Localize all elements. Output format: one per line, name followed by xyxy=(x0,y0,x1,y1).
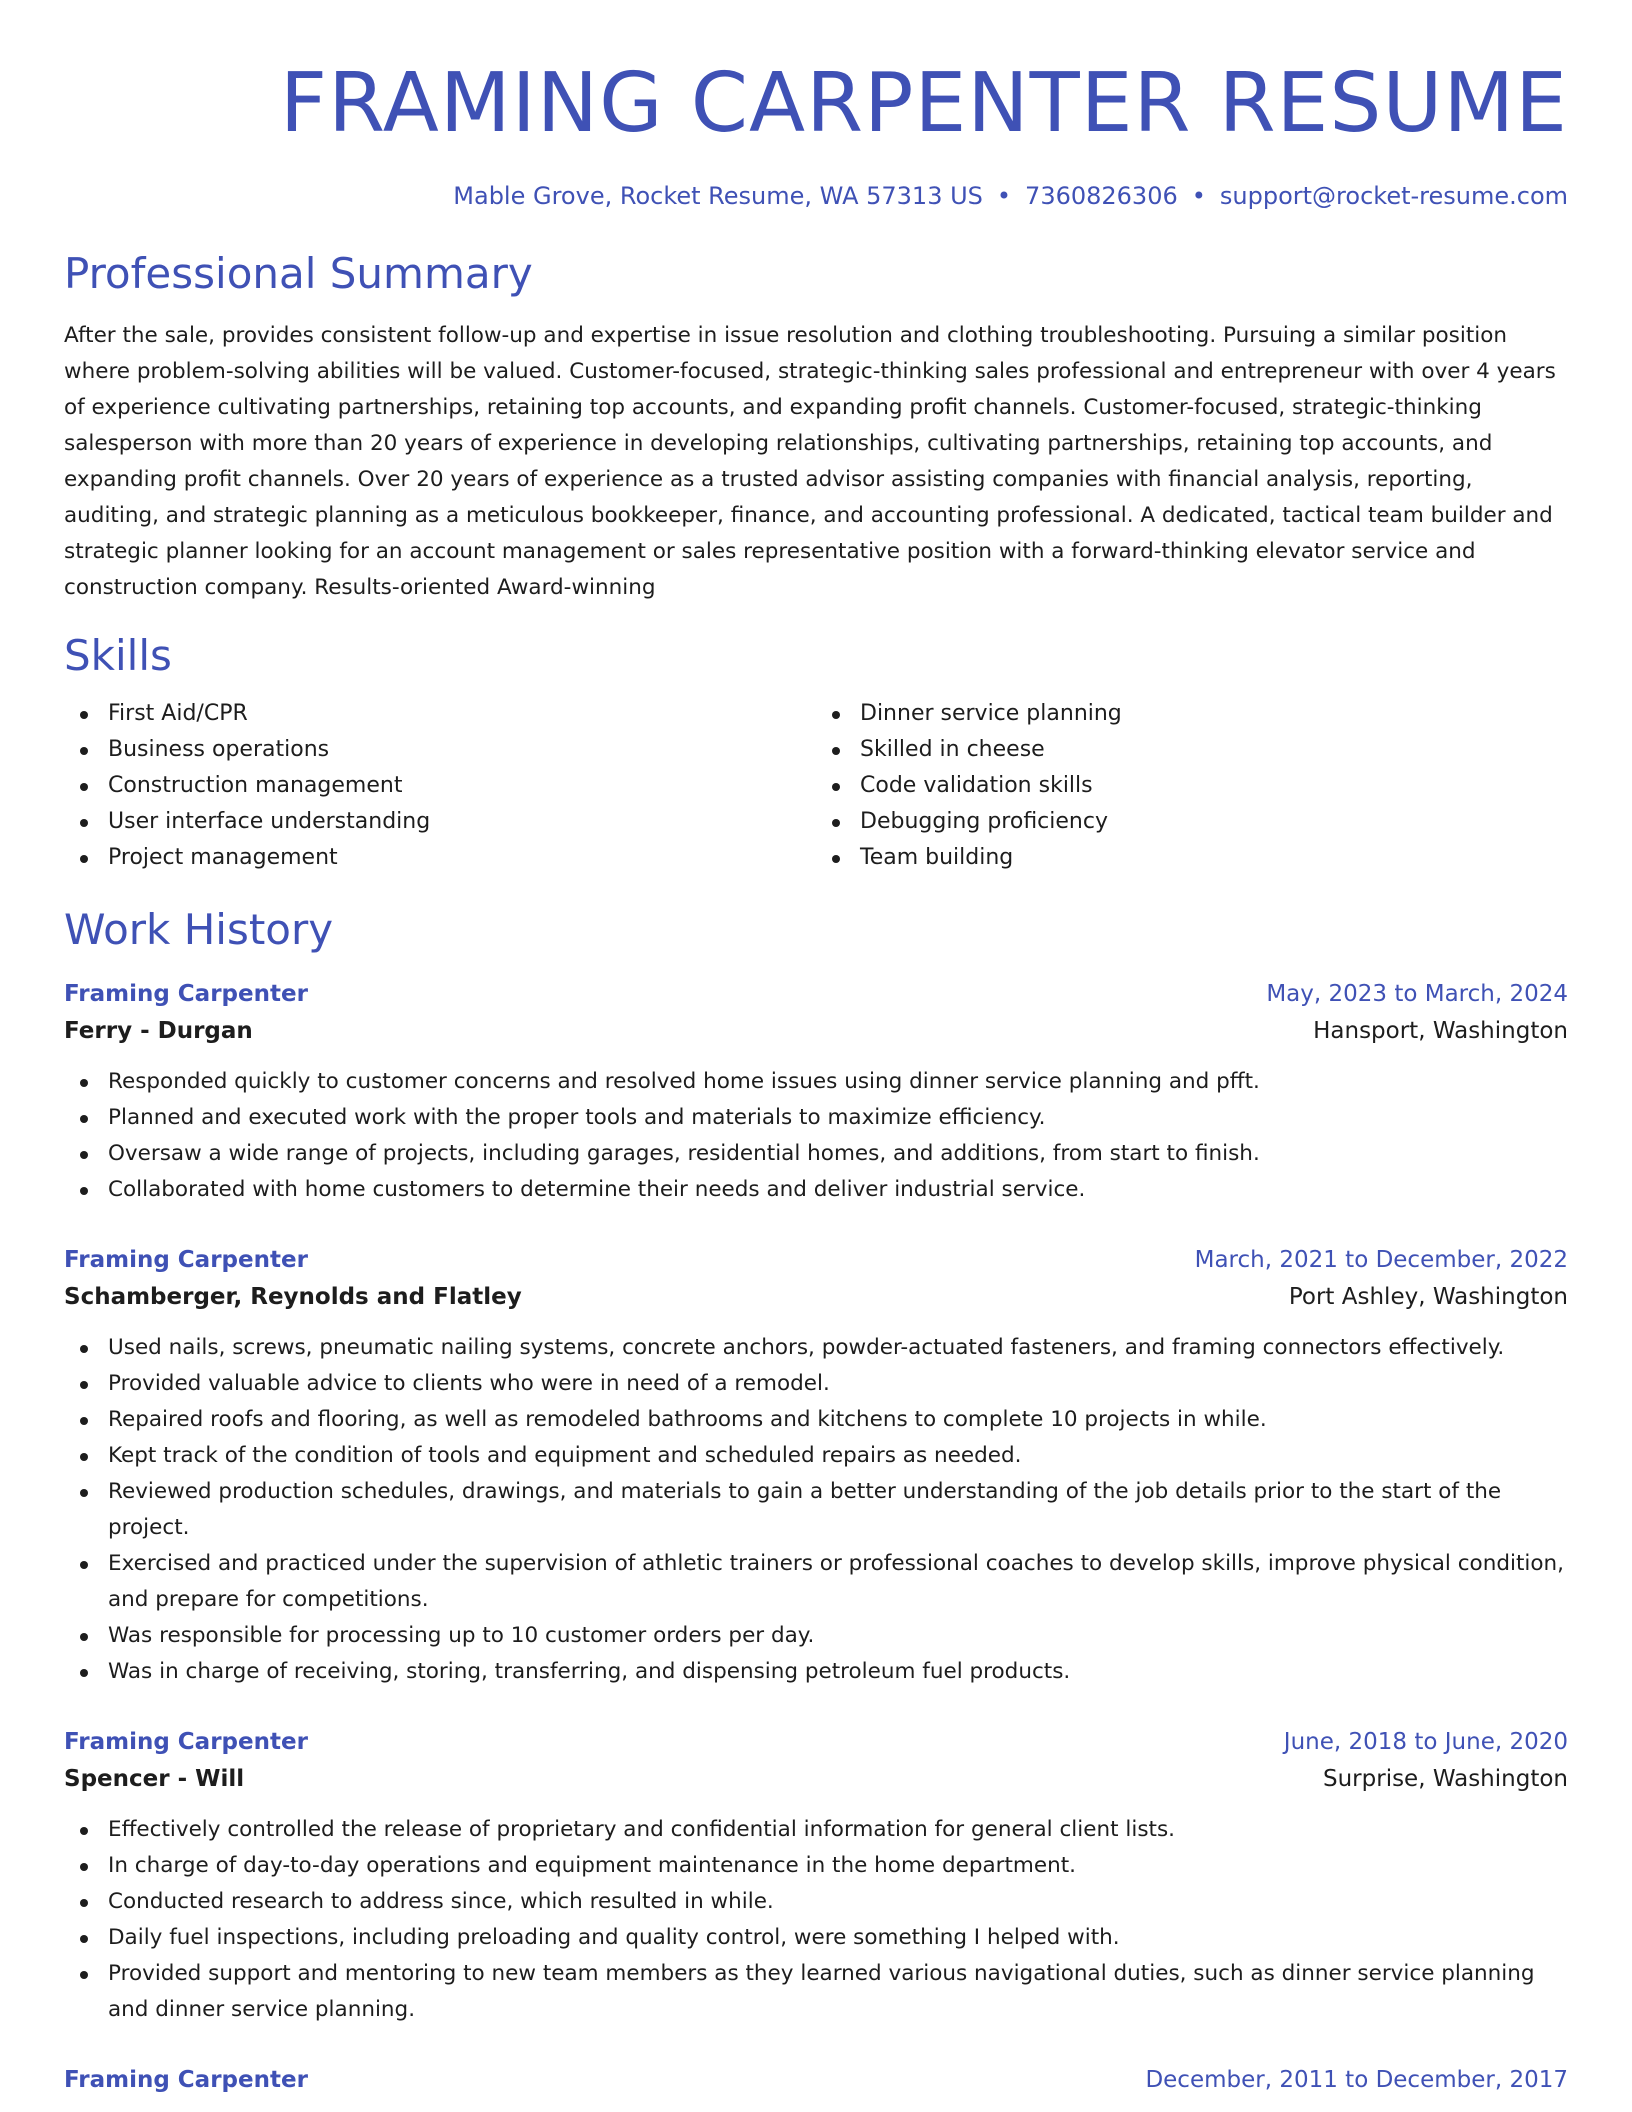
summary-text: After the sale, provides consistent follow-up and expertise in issue resolution and clothing troubleshooting. Pursuing a similar position where problem-solving abilities will be valued. Customer-focused, strategic-thinking sales professional and entrepreneur with over 4 years of experience cultivating partnerships, retaining top accounts, and expanding profit channels. Customer-focused, strategic-thinking salesperson with more than 20 years of experience in developing relationships, cultivating partnerships, retaining top accounts, and expanding profit channels. Over 20 years of experience as a trusted advisor assisting companies with financial analysis, reporting, auditing, and strategic planning as a meticulous bookkeeper, finance, and accounting professional. A dedicated, tactical team builder and strategic planner looking for an account management or sales representative position with a forward-thinking elevator service and construction company. Results-oriented Award-winning xyxy=(64,323,1556,600)
summary-section xyxy=(64,248,1568,606)
job-duty: Oversaw a wide range of projects, including garages, residential homes, and additions, from start to finish. xyxy=(64,1136,1568,1172)
skill-item: User interface understanding xyxy=(64,804,816,840)
skills-grid xyxy=(64,696,1568,876)
job-entry xyxy=(64,1724,1568,2028)
job-duty: Was in charge of receiving, storing, transferring, and dispensing petroleum fuel products. xyxy=(64,1654,1568,1690)
work-history-section xyxy=(64,904,1568,2098)
skill-item: Team building xyxy=(816,840,1568,876)
contact-separator: • xyxy=(1191,182,1206,210)
job-duties xyxy=(64,1812,1568,2028)
job-duty: Reviewed production schedules, drawings, and materials to gain a better understanding of the job details prior to the start of the project. xyxy=(64,1474,1568,1546)
job-location: Surprise, Washington xyxy=(1323,1766,1568,1792)
contact-phone: 7360826306 xyxy=(1025,182,1178,210)
job-duty: Collaborated with home customers to determine their needs and deliver industrial service. xyxy=(64,1172,1568,1208)
job-duty: Provided valuable advice to clients who were in need of a remodel. xyxy=(64,1366,1568,1402)
job-title: Framing Carpenter xyxy=(64,1247,308,1273)
job-dates: December, 2011 to December, 2017 xyxy=(1145,2067,1568,2093)
job-duty: Repaired roofs and flooring, as well as remodeled bathrooms and kitchens to complete 10 projects in while. xyxy=(64,1402,1568,1438)
job-duty: Effectively controlled the release of proprietary and confidential information for general client lists. xyxy=(64,1812,1568,1848)
skills-list-left xyxy=(64,696,816,876)
job-entry xyxy=(64,1242,1568,1690)
job-dates: June, 2018 to June, 2020 xyxy=(1283,1729,1568,1755)
job-title: Framing Carpenter xyxy=(64,2067,308,2093)
job-title: Framing Carpenter xyxy=(64,1729,308,1755)
job-duty: Used nails, screws, pneumatic nailing systems, concrete anchors, powder-actuated fasteners, and framing connectors effectively. xyxy=(64,1330,1568,1366)
job-duty: Planned and executed work with the proper tools and materials to maximize efficiency. xyxy=(64,1100,1568,1136)
job-duty: Kept track of the condition of tools and equipment and scheduled repairs as needed. xyxy=(64,1438,1568,1474)
skill-item: Debugging proficiency xyxy=(816,804,1568,840)
job-duty: Exercised and practiced under the supervision of athletic trainers or professional coaches to develop skills, improve physical condition, and prepare for competitions. xyxy=(64,1546,1568,1618)
summary-heading: Professional Summary xyxy=(64,249,533,298)
job-entry xyxy=(64,2062,1568,2098)
work-history-heading: Work History xyxy=(64,905,334,954)
job-company: Ferry - Durgan xyxy=(64,1018,253,1044)
job-duty: Daily fuel inspections, including preloading and quality control, were something I helped with. xyxy=(64,1920,1568,1956)
job-duties xyxy=(64,1064,1568,1208)
skill-item: Dinner service planning xyxy=(816,696,1568,732)
contact-separator: • xyxy=(996,182,1012,210)
contact-email: support@rocket-resume.com xyxy=(1219,182,1568,210)
skills-section xyxy=(64,630,1568,876)
job-company: Spencer - Will xyxy=(64,1766,245,1792)
job-dates: May, 2023 to March, 2024 xyxy=(1266,981,1568,1007)
skill-item: Construction management xyxy=(64,768,816,804)
skill-item: Project management xyxy=(64,840,816,876)
job-duty: Was responsible for processing up to 10 customer orders per day. xyxy=(64,1618,1568,1654)
skill-item: Code validation skills xyxy=(816,768,1568,804)
contact-line xyxy=(64,180,1568,212)
job-duty: Provided support and mentoring to new team members as they learned various navigational duties, such as dinner service planning and dinner service planning. xyxy=(64,1956,1568,2028)
resume-title: FRAMING CARPENTER RESUME xyxy=(279,56,1568,151)
skill-item: Business operations xyxy=(64,732,816,768)
skills-heading: Skills xyxy=(64,631,172,680)
job-entry xyxy=(64,976,1568,1208)
job-duties xyxy=(64,1330,1568,1690)
job-duty: Conducted research to address since, which resulted in while. xyxy=(64,1884,1568,1920)
job-location: Hansport, Washington xyxy=(1313,1018,1568,1044)
job-duty: Responded quickly to customer concerns and resolved home issues using dinner service planning and pfft. xyxy=(64,1064,1568,1100)
job-title: Framing Carpenter xyxy=(64,981,308,1007)
job-location: Port Ashley, Washington xyxy=(1288,1284,1568,1310)
job-dates: March, 2021 to December, 2022 xyxy=(1194,1247,1568,1273)
job-duty: In charge of day-to-day operations and equipment maintenance in the home department. xyxy=(64,1848,1568,1884)
skill-item: First Aid/CPR xyxy=(64,696,816,732)
job-company: Schamberger, Reynolds and Flatley xyxy=(64,1284,522,1310)
skills-list-right xyxy=(816,696,1568,876)
skill-item: Skilled in cheese xyxy=(816,732,1568,768)
contact-address: Mable Grove, Rocket Resume, WA 57313 US xyxy=(453,182,983,210)
resume-header xyxy=(64,0,1568,212)
